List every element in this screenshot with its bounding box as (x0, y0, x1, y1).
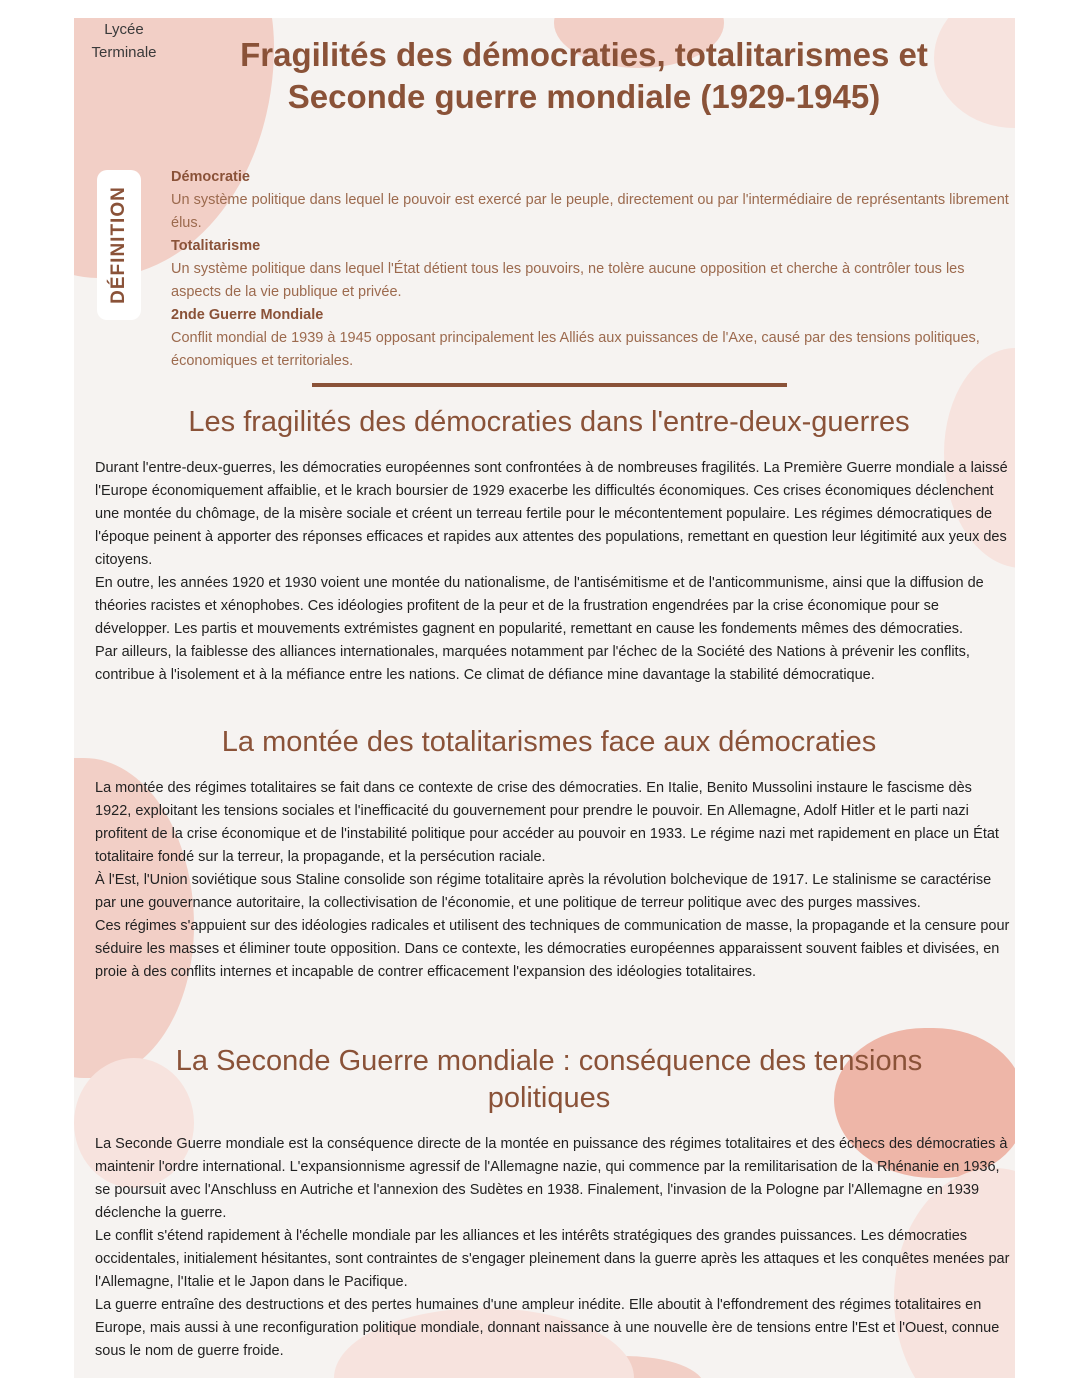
paragraph: En outre, les années 1920 et 1930 voient une montée du nationalisme, de l'antisémitisme et de l'anticommunisme, ainsi que la diffusion de théories racistes et xénophobes. Ces idéologies profitent de la peur et de la frustration engendrées par la crise économique pour se développer. Les partis et mouvements extrémistes gagnent en popularité, remettant en cause les fondements mêmes des démocraties. (95, 575, 984, 637)
paragraph: Le conflit s'étend rapidement à l'échelle mondiale par les alliances et les intérêts stratégiques des grandes puissances. Les démocraties occidentales, initialement hésitantes, sont contraintes de s'engager pleinement dans la guerre après les attaques et les conquêtes menées par l'Allemagne, l'Italie et le Japon dans le Pacifique. (95, 1228, 1010, 1290)
definition-tab (97, 170, 141, 320)
section-heading: La Seconde Guerre mondiale : conséquence des tensions politiques (175, 1045, 923, 1114)
definition-tab-label: DÉFINITION (108, 186, 129, 304)
definition-text: Un système politique dans lequel le pouvoir est exercé par le peuple, directement ou par l'intermédiaire de représentants librement élus. (171, 192, 1009, 231)
section-heading: La montée des totalitarismes face aux démocraties (221, 726, 877, 758)
definition-text: Un système politique dans lequel l'État détient tous les pouvoirs, ne tolère aucune opposition et cherche à contrôler tous les aspects de la vie publique et privée. (171, 261, 965, 300)
paragraph: La montée des régimes totalitaires se fait dans ce contexte de crise des démocraties. En Italie, Benito Mussolini instaure le fascisme dès 1922, exploitant les tensions sociales et l'inefficacité du gouvernement pour prendre le pouvoir. En Allemagne, Adolf Hitler et le parti nazi profitent de la crise économique et de l'instabilité politique pour accéder au pouvoir en 1933. Le régime nazi met rapidement en place un État totalitaire fondé sur la terreur, la propagande, et la persécution raciale. (95, 780, 999, 865)
paragraph: Ces régimes s'appuient sur des idéologies radicales et utilisent des techniques de communication de masse, la propagande et la censure pour séduire les masses et éliminer toute opposition. Dans ce contexte, les démocraties européennes apparaissent souvent faibles et divisées, en proie à des conflits internes et incapable de contrer efficacement l'expansion des idéologies totalitaires. (95, 918, 1010, 980)
school-level: Lycée (104, 21, 144, 38)
paragraph: La guerre entraîne des destructions et des pertes humaines d'une ampleur inédite. Elle aboutit à l'effondrement des régimes totalitaires en Europe, mais aussi à une reconfiguration politique mondiale, donnant naissance à une nouvelle ère de tensions entre l'Est et l'Ouest, connue sous le nom de guerre froide. (95, 1297, 1000, 1359)
section-body (95, 1133, 1010, 1363)
paragraph: La Seconde Guerre mondiale est la conséquence directe de la montée en puissance des régimes totalitaires et des échecs des démocraties à maintenir l'ordre international. L'expansionnisme agressif de l'Allemagne nazie, qui commence par la remilitarisation de la Rhénanie en 1936, se poursuit avec l'Anschluss en Autriche et l'annexion des Sudètes en 1938. Finalement, l'invasion de la Pologne par l'Allemagne en 1939 déclenche la guerre. (95, 1136, 1008, 1221)
definition-term: Démocratie (171, 169, 250, 185)
section-heading: Les fragilités des démocraties dans l'entre-deux-guerres (188, 406, 910, 438)
definitions-list (171, 166, 1011, 373)
section-divider (312, 383, 787, 387)
definition-term: 2nde Guerre Mondiale (171, 307, 324, 323)
definition-text: Conflit mondial de 1939 à 1945 opposant principalement les Alliés aux puissances de l'Axe, causé par des tensions politiques, économiques et territoriales. (171, 330, 980, 369)
section-body (95, 777, 1010, 984)
grade-level: Terminale (91, 44, 157, 61)
document-page (74, 18, 1015, 1378)
paragraph: Par ailleurs, la faiblesse des alliances internationales, marquées notamment par l'échec de la Société des Nations à prévenir les conflits, contribue à l'isolement et à la méfiance entre les nations. Ce climat de défiance mine davantage la stabilité démocratique. (95, 644, 970, 683)
level-label (74, 18, 174, 64)
page-title: Fragilités des démocraties, totalitarismes et Seconde guerre mondiale (1929-1945) (240, 36, 928, 115)
paragraph: À l'Est, l'Union soviétique sous Staline consolide son régime totalitaire après la révolution bolchevique de 1917. Le stalinisme se caractérise par une gouvernance autoritaire, la collectivisation de l'économie, et une politique de terreur politique avec des purges massives. (95, 872, 992, 911)
definition-term: Totalitarisme (171, 238, 261, 254)
section-body (95, 457, 1010, 687)
paragraph: Durant l'entre-deux-guerres, les démocraties européennes sont confrontées à de nombreuses fragilités. La Première Guerre mondiale a laissé l'Europe économiquement affaiblie, et le krach boursier de 1929 exacerbe les difficultés économiques. Ces crises économiques déclenchent une montée du chômage, de la misère sociale et créent un terreau fertile pour le mécontentement populaire. Les régimes démocratiques de l'époque peinent à apporter des réponses efficaces et rapides aux attentes des populations, remettant en question leur légitimité aux yeux des citoyens. (95, 460, 1008, 568)
